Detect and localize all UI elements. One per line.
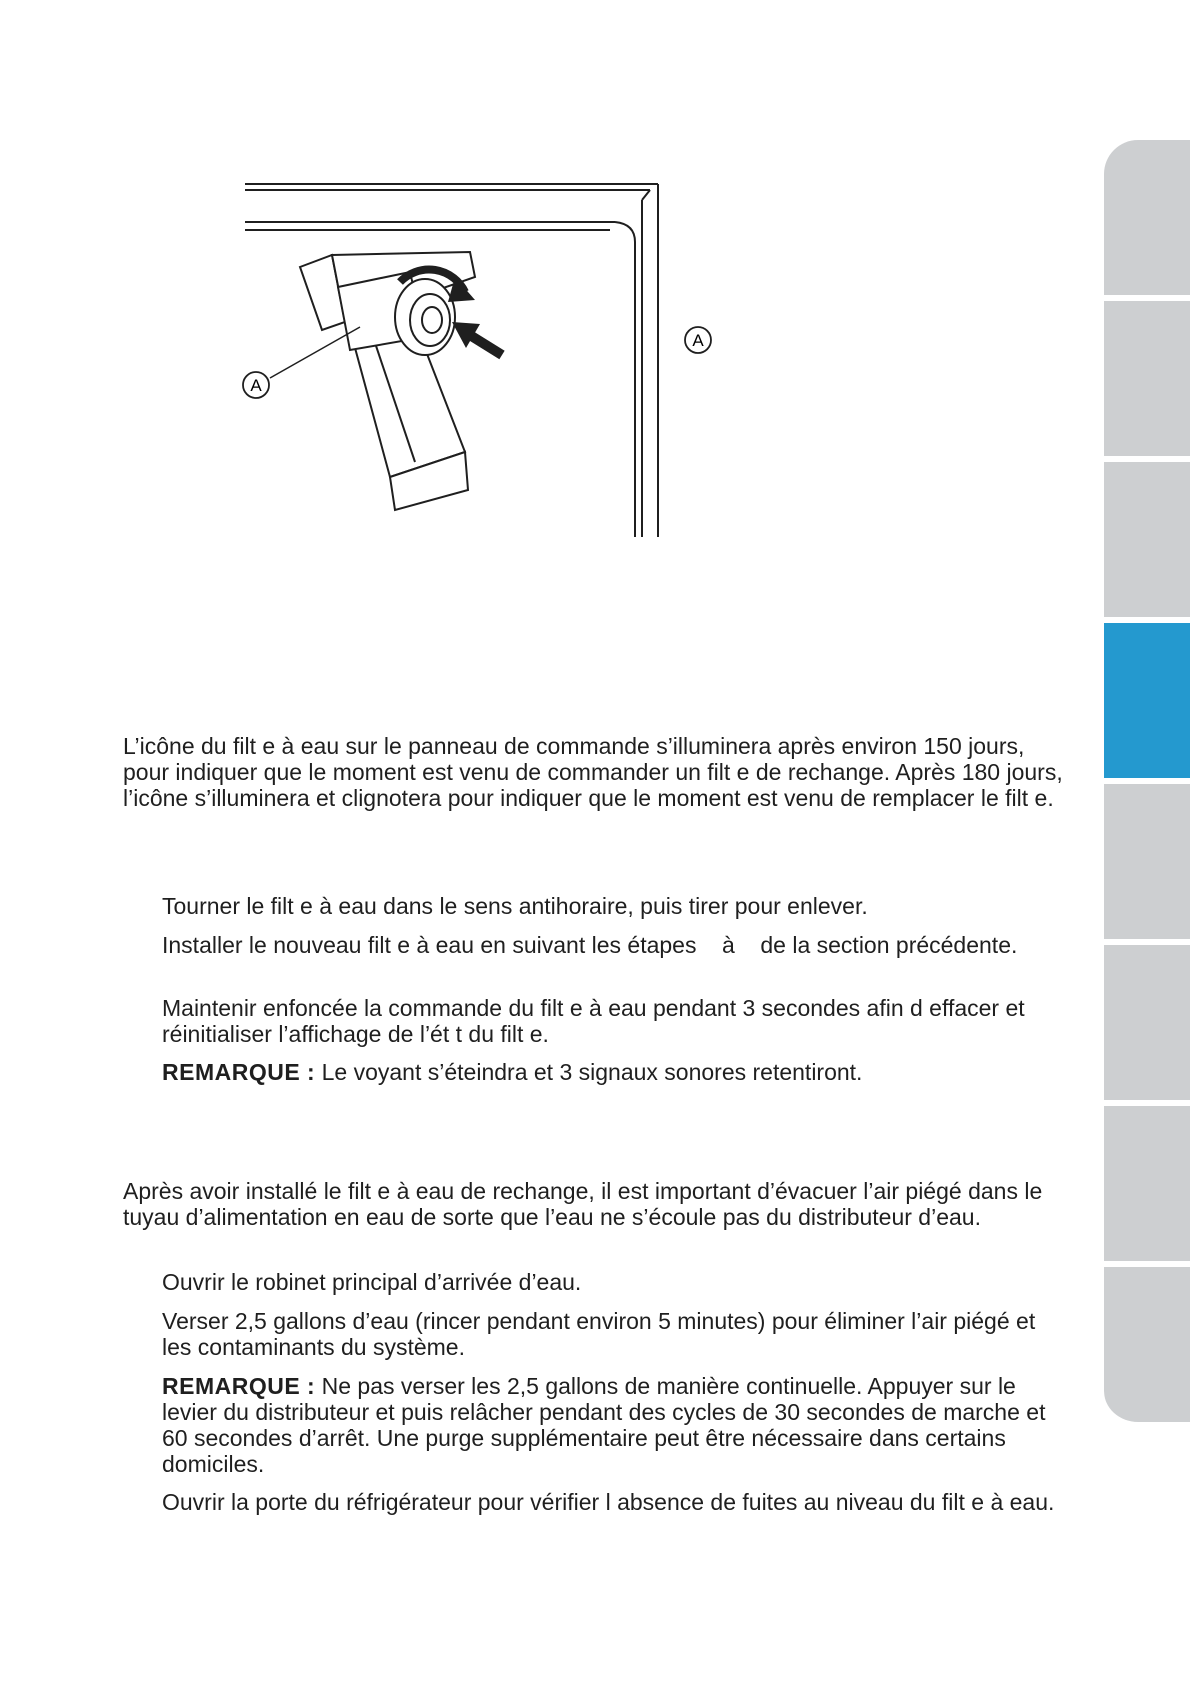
note-2-text: Ne pas verser les 2,5 gallons de manière continuelle. Appuyer sur le levier du distributeur et puis relâcher pendant des cycles de 30 secondes de marche et 60 secondes d’arrêt. Une purge supplémentaire peut être nécessaire dans certains domiciles. [162, 1373, 1046, 1477]
section-tab-3[interactable] [1104, 462, 1190, 620]
section-tab-4-active[interactable] [1104, 623, 1190, 781]
note-2 [162, 1373, 1062, 1477]
purge-intro: Après avoir installé le filt e à eau de rechange, il est important d’évacuer l’air piégé dans le tuyau d’alimentation en eau de sorte que l’eau ne s’écoule pas du distributeur d’eau. [123, 1178, 1043, 1230]
section-tab-5[interactable] [1104, 784, 1190, 942]
final-step: Ouvrir la porte du réfrigérateur pour vérifier l absence de fuites au niveau du filt e à eau. [162, 1489, 1055, 1515]
water-filter-illustration [240, 172, 760, 542]
replace-step-3: Maintenir enfoncée la commande du filt e à eau pendant 3 secondes afin d effacer et réinitialiser l’affichage de l’ét t du filt e. [162, 995, 1025, 1047]
section-tab-8[interactable] [1104, 1267, 1190, 1425]
section-tabs [1104, 140, 1190, 1430]
purge-step-1: Ouvrir le robinet principal d’arrivée d’eau. [162, 1269, 582, 1295]
callout-a-right-label: A [692, 331, 704, 350]
section-tab-2[interactable] [1104, 301, 1190, 459]
section-tab-6[interactable] [1104, 945, 1190, 1103]
note-1-text: Le voyant s’éteindra et 3 signaux sonores retentiront. [315, 1059, 863, 1085]
indicator-paragraph: L’icône du filt e à eau sur le panneau de commande s’illuminera après environ 150 jours, pour indiquer que le moment est venu de commander un filt e de rechange. Après 180 jours, l’icône s’illuminera et clignotera pour indiquer que le moment est venu de remplacer le filt e. [123, 733, 1063, 811]
note-1 [162, 1059, 1062, 1085]
purge-step-2: Verser 2,5 gallons d’eau (rincer pendant environ 5 minutes) pour éliminer l’air piégé et les contaminants du système. [162, 1308, 1036, 1360]
section-tab-7[interactable] [1104, 1106, 1190, 1264]
callout-a-left-label: A [250, 376, 262, 395]
section-tab-1[interactable] [1104, 140, 1190, 298]
note-1-label: REMARQUE : [162, 1059, 316, 1085]
note-2-label: REMARQUE : [162, 1373, 316, 1399]
replace-step-1: Tourner le filt e à eau dans le sens antihoraire, puis tirer pour enlever. [162, 893, 868, 919]
replace-step-2: Installer le nouveau filt e à eau en suivant les étapes à de la section précédente. [162, 932, 1018, 958]
